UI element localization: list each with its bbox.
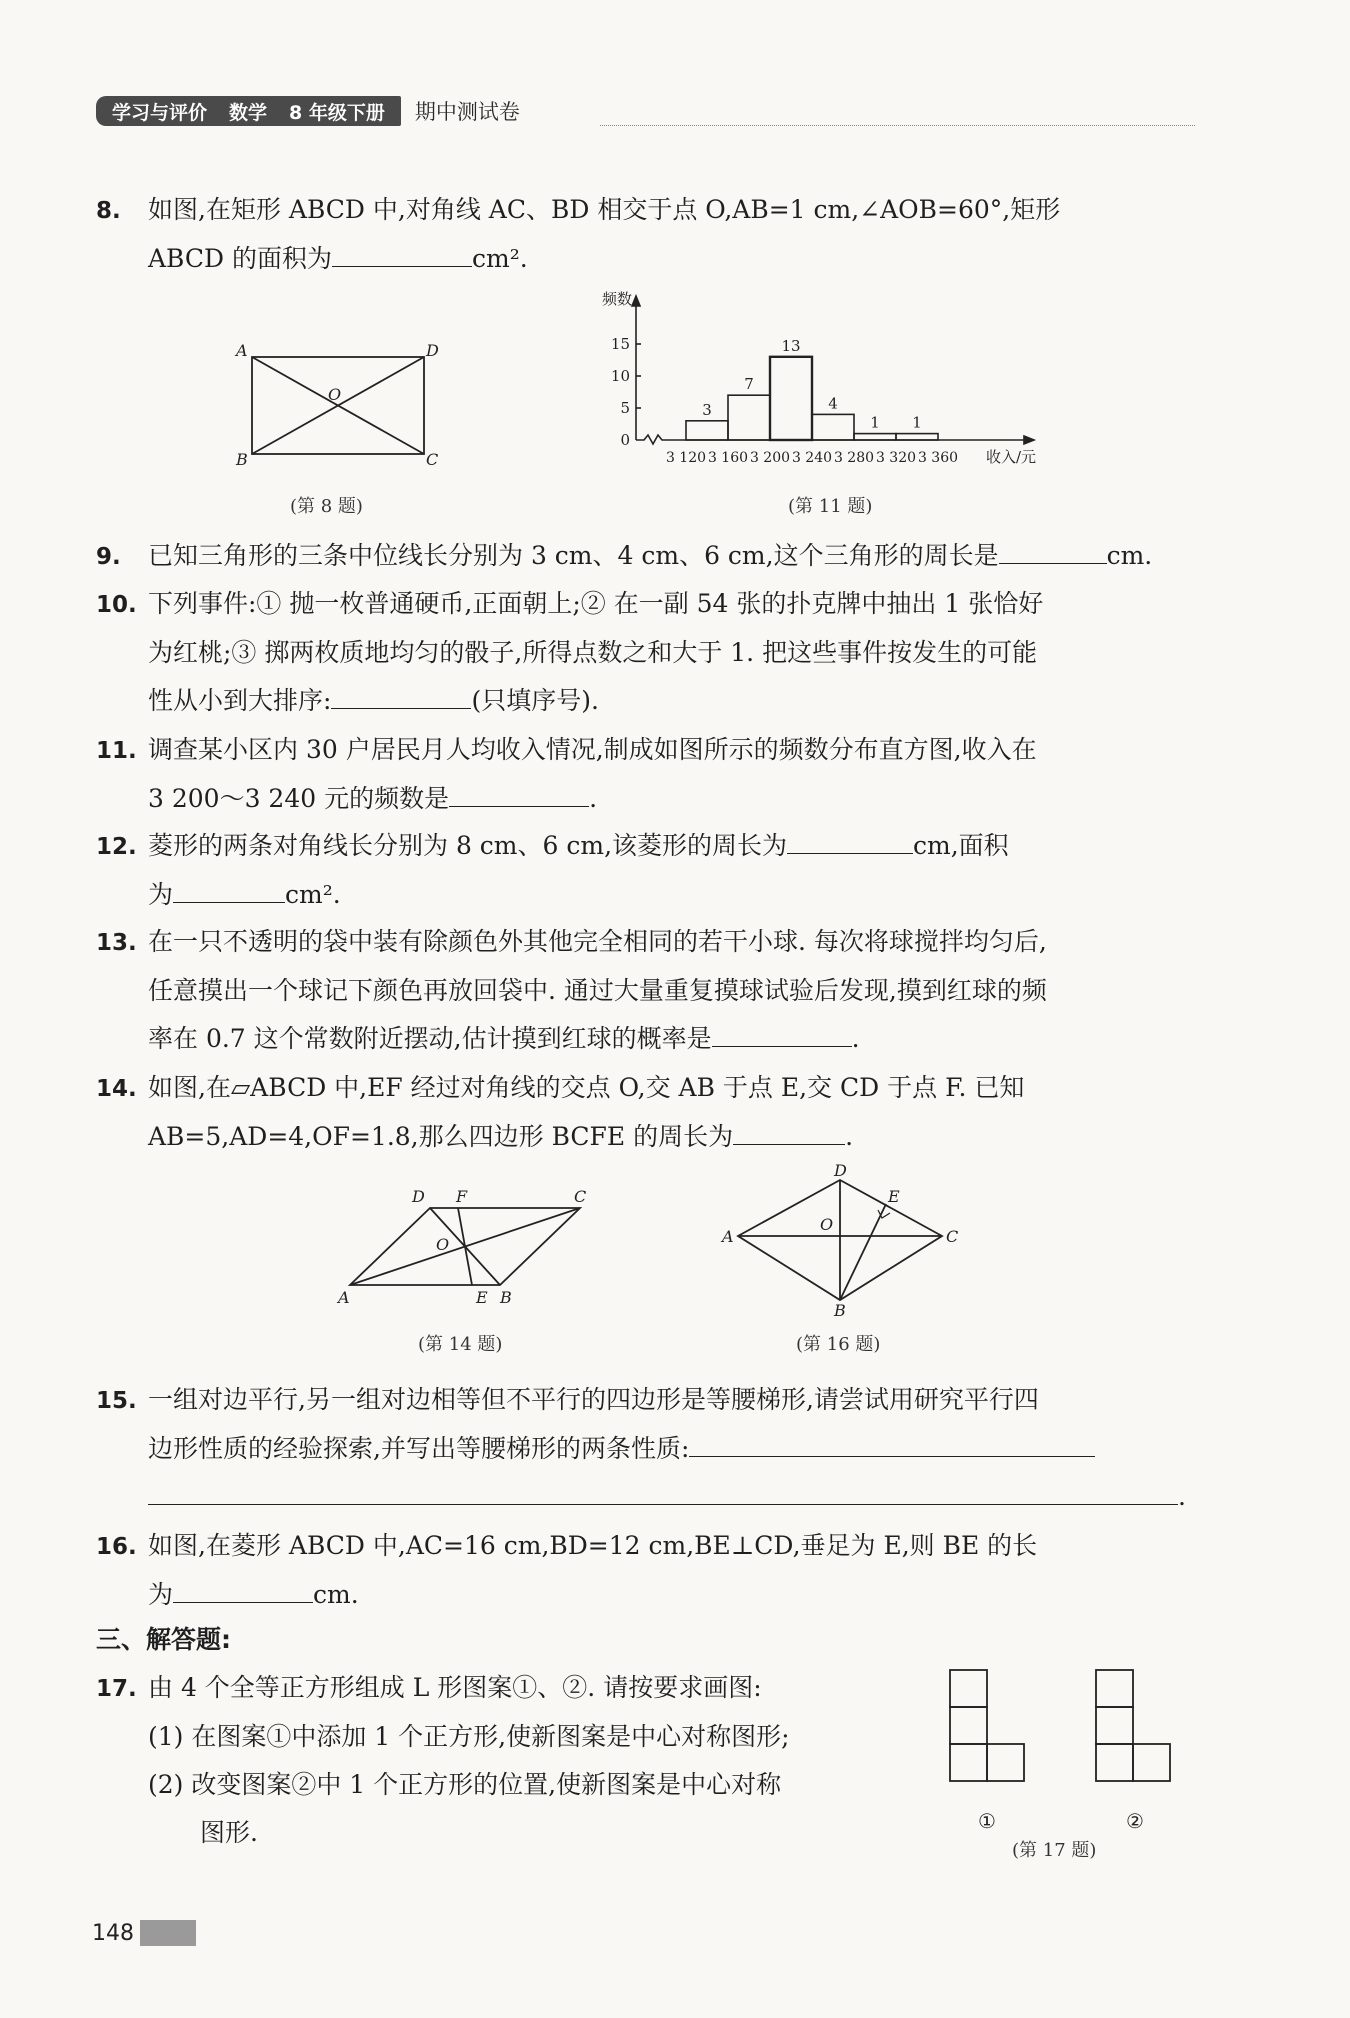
label-b: B xyxy=(500,1288,512,1307)
label-a: A xyxy=(722,1227,734,1246)
question-17 xyxy=(96,1664,916,1857)
label-d: D xyxy=(834,1161,847,1180)
y-axis-arrow xyxy=(632,296,640,306)
answer-blank[interactable] xyxy=(733,1114,845,1145)
label-o: O xyxy=(820,1215,834,1234)
figure-11-histogram xyxy=(600,288,1070,478)
figure-11-caption: (第 11 题) xyxy=(788,496,873,517)
answer-blank[interactable] xyxy=(173,1572,313,1603)
question-number: 10. xyxy=(96,592,137,618)
answer-blank[interactable] xyxy=(449,776,589,807)
label-o: O xyxy=(328,385,342,404)
x-tick-label: 3 120 xyxy=(665,450,707,466)
question-text: 为红桃;③ 掷两枚质地均匀的骰子,所得点数之和大于 1. 把这些事件按发生的可能 xyxy=(148,638,1038,667)
question-text: . xyxy=(851,1024,860,1053)
x-axis-arrow xyxy=(1024,436,1034,444)
header-rule xyxy=(600,125,1195,126)
answer-blank[interactable] xyxy=(331,678,471,709)
page-number-shade xyxy=(140,1920,196,1946)
question-12 xyxy=(96,822,1196,919)
histogram-bar xyxy=(812,414,854,440)
question-number: 11. xyxy=(96,738,137,764)
figure-14-parallelogram xyxy=(330,1180,600,1310)
bar-value-label: 1 xyxy=(912,413,922,432)
question-15 xyxy=(96,1376,1196,1521)
label-c: C xyxy=(946,1227,959,1246)
x-tick-label: 3 160 xyxy=(707,450,749,466)
question-text: (2) 改变图案②中 1 个正方形的位置,使新图案是中心对称 xyxy=(148,1770,782,1799)
bar-value-label: 1 xyxy=(870,413,880,432)
bar-value-label: 4 xyxy=(828,394,838,413)
label-e: E xyxy=(888,1187,900,1206)
question-text: . xyxy=(589,784,598,813)
question-text: cm. xyxy=(313,1580,359,1609)
histogram-bar xyxy=(854,434,896,440)
label-b: B xyxy=(834,1301,846,1320)
l-shape-2 xyxy=(1096,1670,1170,1781)
y-tick-label: 5 xyxy=(620,399,630,417)
bar-value-label: 3 xyxy=(702,400,712,419)
running-header xyxy=(96,96,520,126)
question-number: 15. xyxy=(96,1388,137,1414)
figure-17-caption: (第 17 题) xyxy=(1012,1840,1097,1861)
figure-8-caption: (第 8 题) xyxy=(290,496,363,517)
x-tick-label: 3 360 xyxy=(917,450,959,466)
histogram-bars xyxy=(686,357,938,440)
y-tick-label: 10 xyxy=(610,367,630,385)
question-14 xyxy=(96,1064,1196,1161)
x-tick-label: 3 280 xyxy=(833,450,875,466)
header-grade: 8 年级下册 xyxy=(289,101,385,124)
y-tick-label: 0 xyxy=(620,431,630,449)
question-text: AB=5,AD=4,OF=1.8,那么四边形 BCFE 的周长为 xyxy=(148,1122,734,1151)
question-text: 在一只不透明的袋中装有除颜色外其他完全相同的若干小球. 每次将球搅拌均匀后, xyxy=(148,927,1047,956)
question-text: 为 xyxy=(148,880,174,909)
question-text: cm². xyxy=(285,880,341,909)
question-text: 菱形的两条对角线长分别为 8 cm、6 cm,该菱形的周长为 xyxy=(148,831,788,860)
question-text: 为 xyxy=(148,1580,174,1609)
question-text: 3 200～3 240 元的频数是 xyxy=(148,784,450,813)
question-text: 调查某小区内 30 户居民月人均收入情况,制成如图所示的频数分布直方图,收入在 xyxy=(148,735,1037,764)
header-book: 学习与评价 xyxy=(112,101,208,124)
page-footer xyxy=(92,1916,202,1950)
shape-label-1: ① xyxy=(978,1809,996,1833)
label-o: O xyxy=(436,1235,450,1254)
header-title: 期中测试卷 xyxy=(414,100,520,124)
figure-17-l-shapes xyxy=(940,1660,1180,1840)
label-c: C xyxy=(426,450,439,469)
l-shape-1 xyxy=(950,1670,1024,1781)
page-number: 148 xyxy=(92,1920,134,1946)
histogram-bar xyxy=(896,434,938,440)
question-number: 8. xyxy=(96,198,121,224)
question-number: 12. xyxy=(96,834,137,860)
answer-blank[interactable] xyxy=(689,1426,1095,1457)
question-text: . xyxy=(1178,1482,1186,1511)
answer-blank[interactable] xyxy=(787,823,913,854)
x-tick-label: 3 200 xyxy=(749,450,791,466)
question-text: cm,面积 xyxy=(913,831,1009,860)
section-heading: 三、解答题: xyxy=(96,1625,231,1654)
label-f: F xyxy=(456,1187,468,1206)
x-tick-label: 3 240 xyxy=(791,450,833,466)
question-text: (1) 在图案①中添加 1 个正方形,使新图案是中心对称图形; xyxy=(148,1722,790,1751)
x-tick-label: 3 320 xyxy=(875,450,917,466)
answer-blank[interactable] xyxy=(148,1474,1178,1505)
question-text: 率在 0.7 这个常数附近摆动,估计摸到红球的概率是 xyxy=(148,1024,712,1053)
question-8 xyxy=(96,186,1196,283)
figure-16-caption: (第 16 题) xyxy=(796,1334,881,1355)
question-text: 边形性质的经验探索,并写出等腰梯形的两条性质: xyxy=(148,1434,690,1463)
label-b: B xyxy=(236,450,248,469)
bar-value-label: 7 xyxy=(744,375,754,394)
label-a: A xyxy=(338,1288,350,1307)
label-e: E xyxy=(476,1288,488,1307)
y-axis-label: 频数 xyxy=(602,290,633,308)
histogram-axes xyxy=(632,296,1034,444)
question-text: 一组对边平行,另一组对边相等但不平行的四边形是等腰梯形,请尝试用研究平行四 xyxy=(148,1385,1039,1414)
question-text: (只填序号). xyxy=(471,686,599,715)
question-number: 17. xyxy=(96,1676,137,1702)
question-text: cm. xyxy=(1106,541,1153,570)
question-number: 16. xyxy=(96,1534,137,1560)
label-a: A xyxy=(236,341,248,360)
histogram-bar xyxy=(728,395,770,440)
question-text: 图形. xyxy=(200,1818,258,1847)
question-16 xyxy=(96,1522,1196,1619)
figure-8-rectangle xyxy=(232,340,442,470)
header-subject: 数学 xyxy=(229,101,268,124)
question-text: . xyxy=(845,1122,854,1151)
question-text: 性从小到大排序: xyxy=(148,686,332,715)
question-10 xyxy=(96,580,1196,725)
histogram-bar xyxy=(686,421,728,440)
question-text: 如图,在矩形 ABCD 中,对角线 AC、BD 相交于点 O,AB=1 cm,∠AOB=60°,矩形 xyxy=(148,195,1061,224)
question-text: 由 4 个全等正方形组成 L 形图案①、②. 请按要求画图: xyxy=(148,1673,762,1702)
label-d: D xyxy=(412,1187,425,1206)
question-9 xyxy=(96,532,1196,581)
question-text: 已知三角形的三条中位线长分别为 3 cm、4 cm、6 cm,这个三角形的周长是 xyxy=(148,541,999,570)
header-book-badge xyxy=(96,96,401,126)
histogram-bar xyxy=(770,357,812,440)
question-text: cm². xyxy=(472,244,528,273)
x-axis-label: 收入/元 xyxy=(986,448,1037,466)
question-13 xyxy=(96,918,1196,1063)
figure-16-rhombus xyxy=(720,1160,960,1320)
question-text: ABCD 的面积为 xyxy=(148,244,333,273)
answer-blank[interactable] xyxy=(999,533,1107,564)
answer-blank[interactable] xyxy=(332,236,472,267)
question-number: 9. xyxy=(96,544,121,570)
y-tick-label: 15 xyxy=(610,335,630,353)
figure-14-caption: (第 14 题) xyxy=(418,1334,503,1355)
shape-label-2: ② xyxy=(1126,1809,1144,1833)
answer-blank[interactable] xyxy=(712,1016,852,1047)
question-number: 14. xyxy=(96,1076,137,1102)
bar-value-label: 13 xyxy=(781,336,801,355)
label-d: D xyxy=(426,341,439,360)
answer-blank[interactable] xyxy=(173,872,285,903)
question-text: 如图,在▱ABCD 中,EF 经过对角线的交点 O,交 AB 于点 E,交 CD 于点 F. 已知 xyxy=(148,1073,1025,1102)
question-text: 如图,在菱形 ABCD 中,AC=16 cm,BD=12 cm,BE⊥CD,垂足为 E,则 BE 的长 xyxy=(148,1531,1038,1560)
question-text: 任意摸出一个球记下颜色再放回袋中. 通过大量重复摸球试验后发现,摸到红球的频 xyxy=(148,976,1047,1005)
label-c: C xyxy=(574,1187,587,1206)
question-text: 下列事件:① 抛一枚普通硬币,正面朝上;② 在一副 54 张的扑克牌中抽出 1 张恰好 xyxy=(148,589,1044,618)
question-number: 13. xyxy=(96,930,137,956)
question-11 xyxy=(96,726,1196,823)
